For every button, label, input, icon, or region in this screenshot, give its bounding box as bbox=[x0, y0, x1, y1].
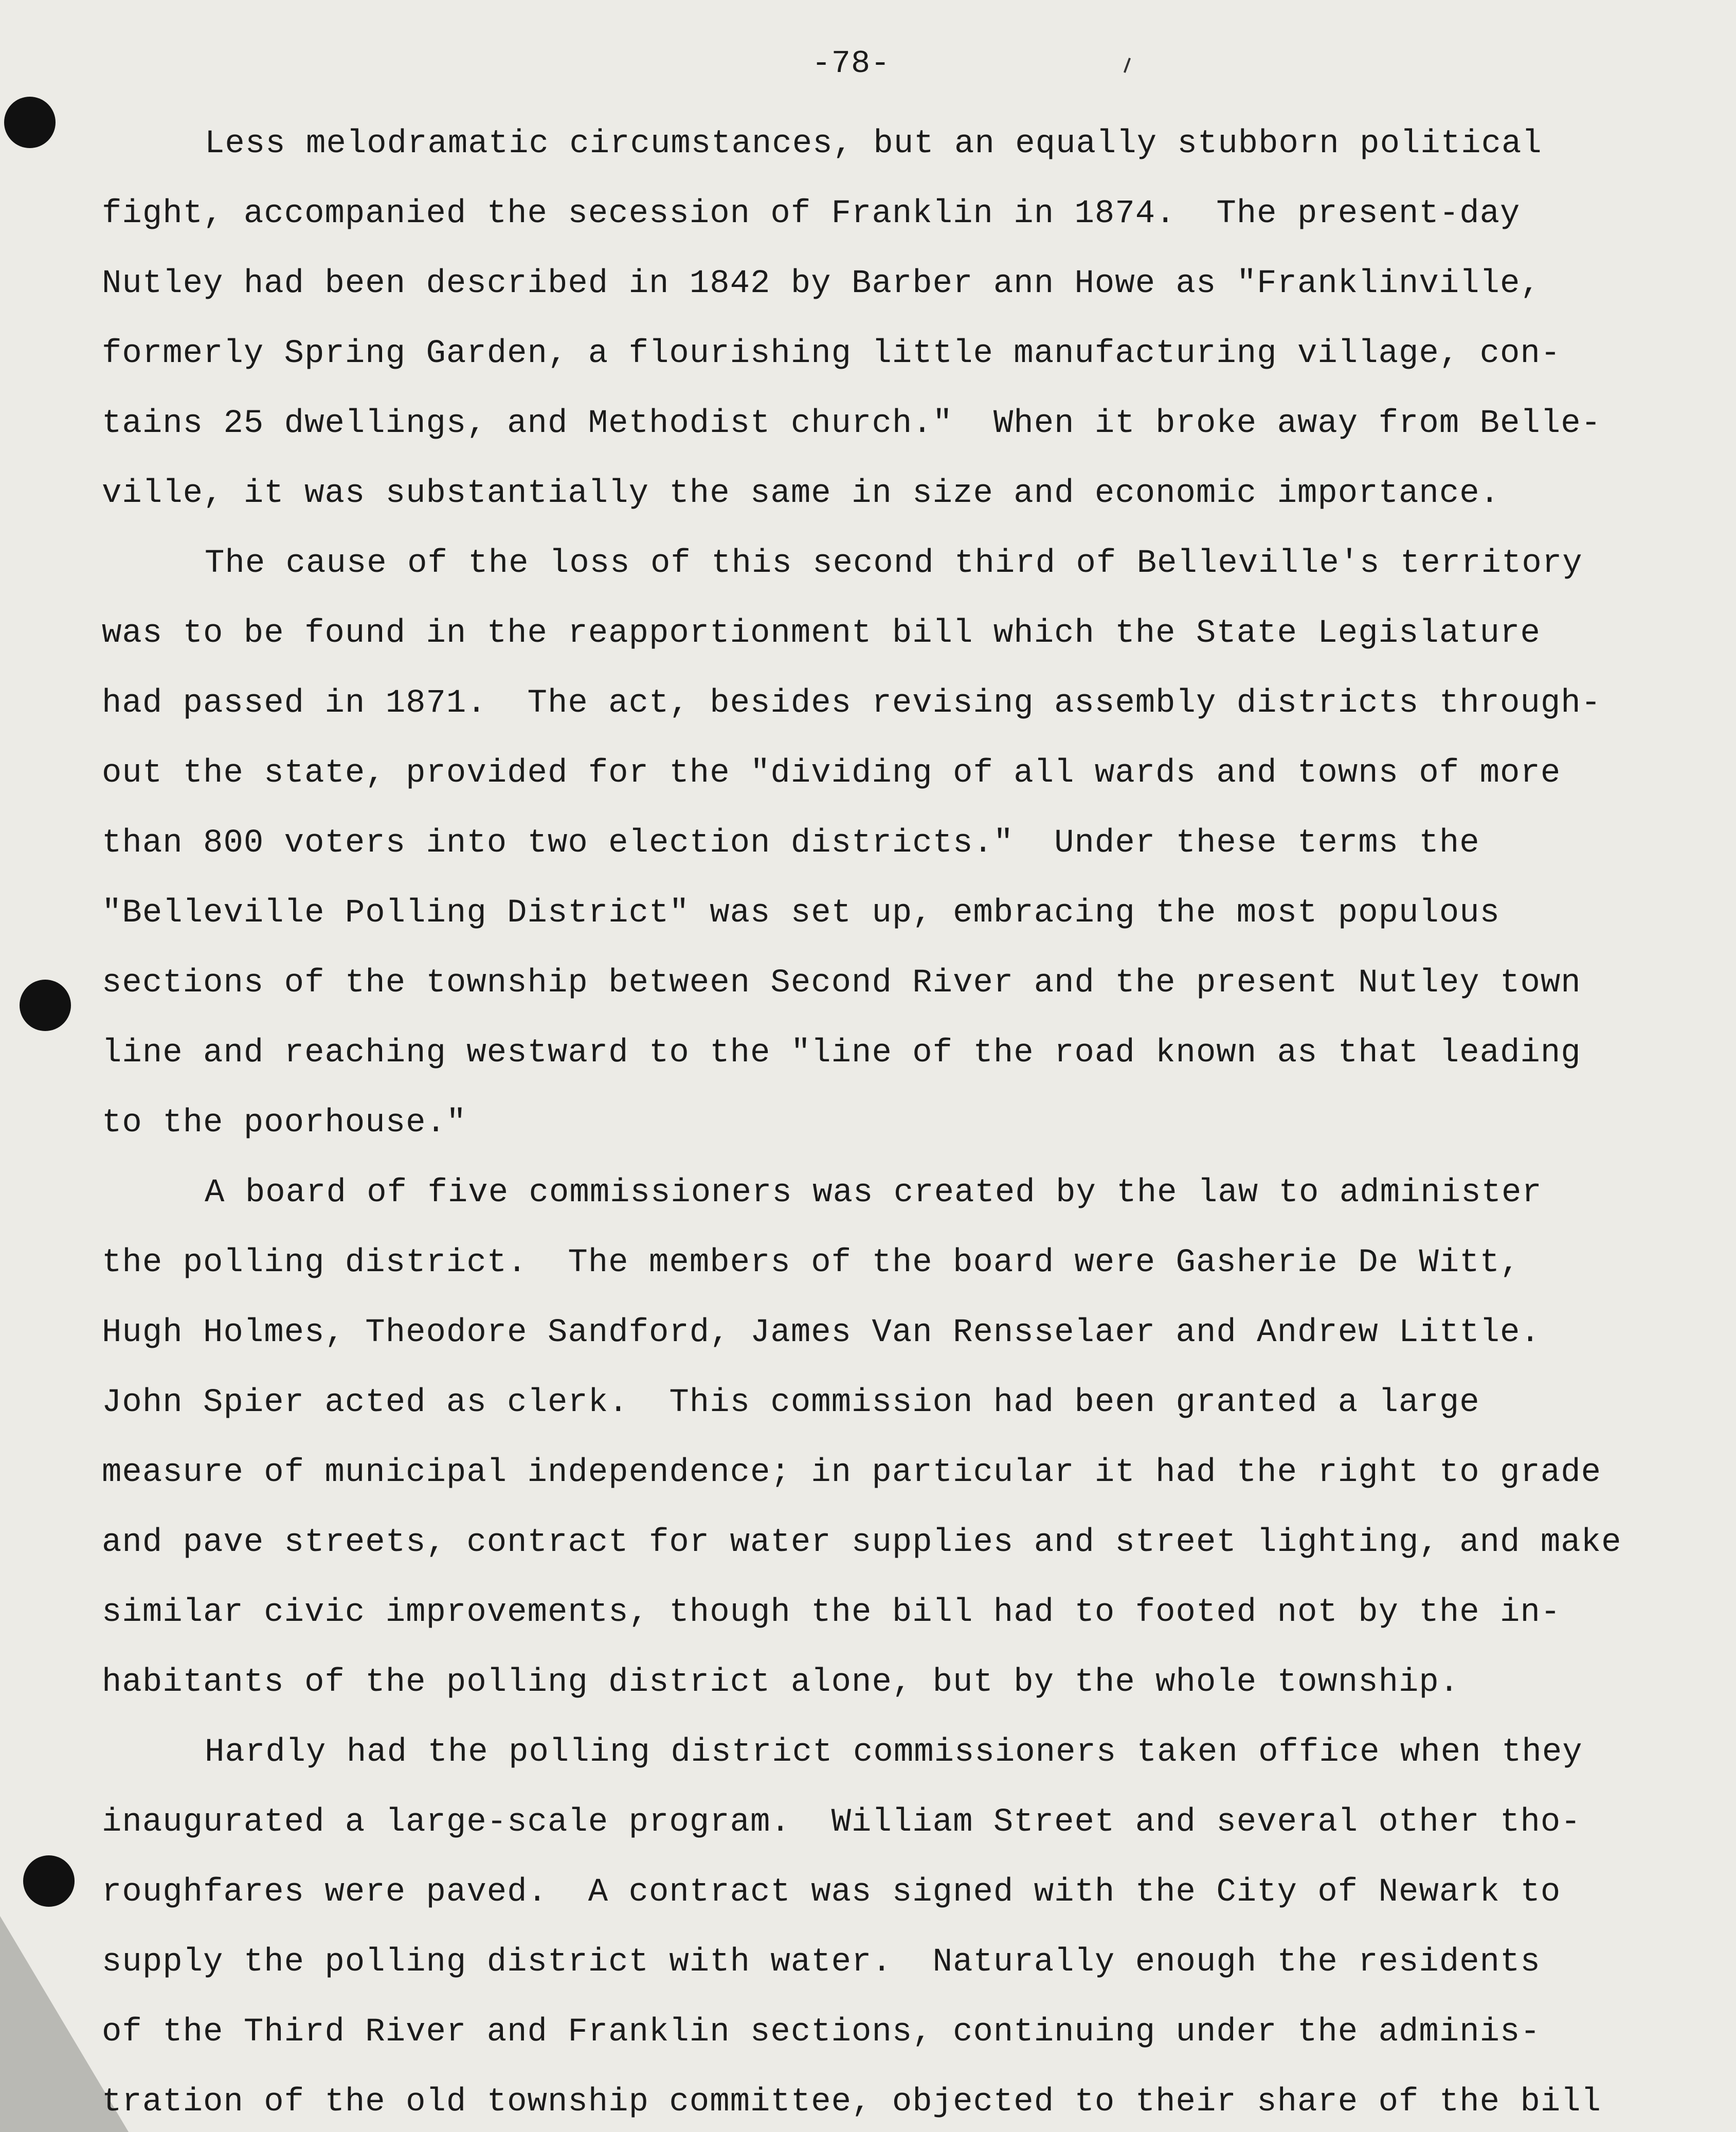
text-line: line and reaching westward to the "line of the road known as that leading bbox=[102, 1035, 1581, 1072]
text-line: habitants of the polling district alone, but by the whole township. bbox=[102, 1664, 1460, 1701]
text-line: than 800 voters into two election districts." Under these terms the bbox=[102, 825, 1480, 862]
text-line: roughfares were paved. A contract was signed with the City of Newark to bbox=[102, 1874, 1561, 1911]
text-line: tration of the old township committee, objected to their share of the bill bbox=[102, 2084, 1602, 2121]
text-line: Less melodramatic circumstances, but an equally stubborn political bbox=[205, 125, 1542, 162]
text-line: the polling district. The members of the board were Gasherie De Witt, bbox=[102, 1244, 1521, 1281]
text-line: Hugh Holmes, Theodore Sandford, James Van Rensselaer and Andrew Little. bbox=[102, 1314, 1541, 1351]
text-line: fight, accompanied the secession of Franklin in 1874. The present-day bbox=[102, 195, 1521, 232]
page-number: -78- bbox=[811, 45, 891, 82]
text-line: inaugurated a large-scale program. William Street and several other tho- bbox=[102, 1804, 1581, 1841]
text-line: The cause of the loss of this second third of Belleville's territory bbox=[205, 545, 1583, 582]
pencil-mark bbox=[1124, 58, 1131, 73]
text-line: and pave streets, contract for water supplies and street lighting, and make bbox=[102, 1524, 1622, 1561]
body-text bbox=[102, 109, 1675, 2132]
text-line: "Belleville Polling District" was set up, embracing the most populous bbox=[102, 895, 1500, 932]
text-line: John Spier acted as clerk. This commission had been granted a large bbox=[102, 1384, 1480, 1421]
text-line: out the state, provided for the "dividing of all wards and towns of more bbox=[102, 755, 1561, 792]
text-line: A board of five commissioners was created by the law to administer bbox=[205, 1175, 1542, 1212]
text-line: tains 25 dwellings, and Methodist church." When it broke away from Belle- bbox=[102, 405, 1602, 442]
text-line: sections of the township between Second River and the present Nutley town bbox=[102, 965, 1581, 1002]
punch-hole bbox=[4, 97, 56, 148]
punch-hole bbox=[23, 1855, 75, 1907]
text-line: was to be found in the reapportionment bill which the State Legislature bbox=[102, 615, 1541, 652]
text-line: ville, it was substantially the same in size and economic importance. bbox=[102, 475, 1500, 512]
text-line: supply the polling district with water. Naturally enough the residents bbox=[102, 1944, 1541, 1981]
text-line: measure of municipal independence; in particular it had the right to grade bbox=[102, 1454, 1602, 1491]
text-line: had passed in 1871. The act, besides revising assembly districts through- bbox=[102, 685, 1602, 722]
text-line: formerly Spring Garden, a flourishing little manufacturing village, con- bbox=[102, 335, 1561, 372]
text-line: of the Third River and Franklin sections, continuing under the adminis- bbox=[102, 2014, 1541, 2051]
text-line: Nutley had been described in 1842 by Barber ann Howe as "Franklinville, bbox=[102, 265, 1541, 302]
punch-hole bbox=[20, 980, 71, 1031]
text-line: to the poorhouse." bbox=[102, 1105, 467, 1142]
text-line: similar civic improvements, though the bill had to footed not by the in- bbox=[102, 1594, 1561, 1631]
text-line: Hardly had the polling district commissioners taken office when they bbox=[205, 1734, 1583, 1771]
